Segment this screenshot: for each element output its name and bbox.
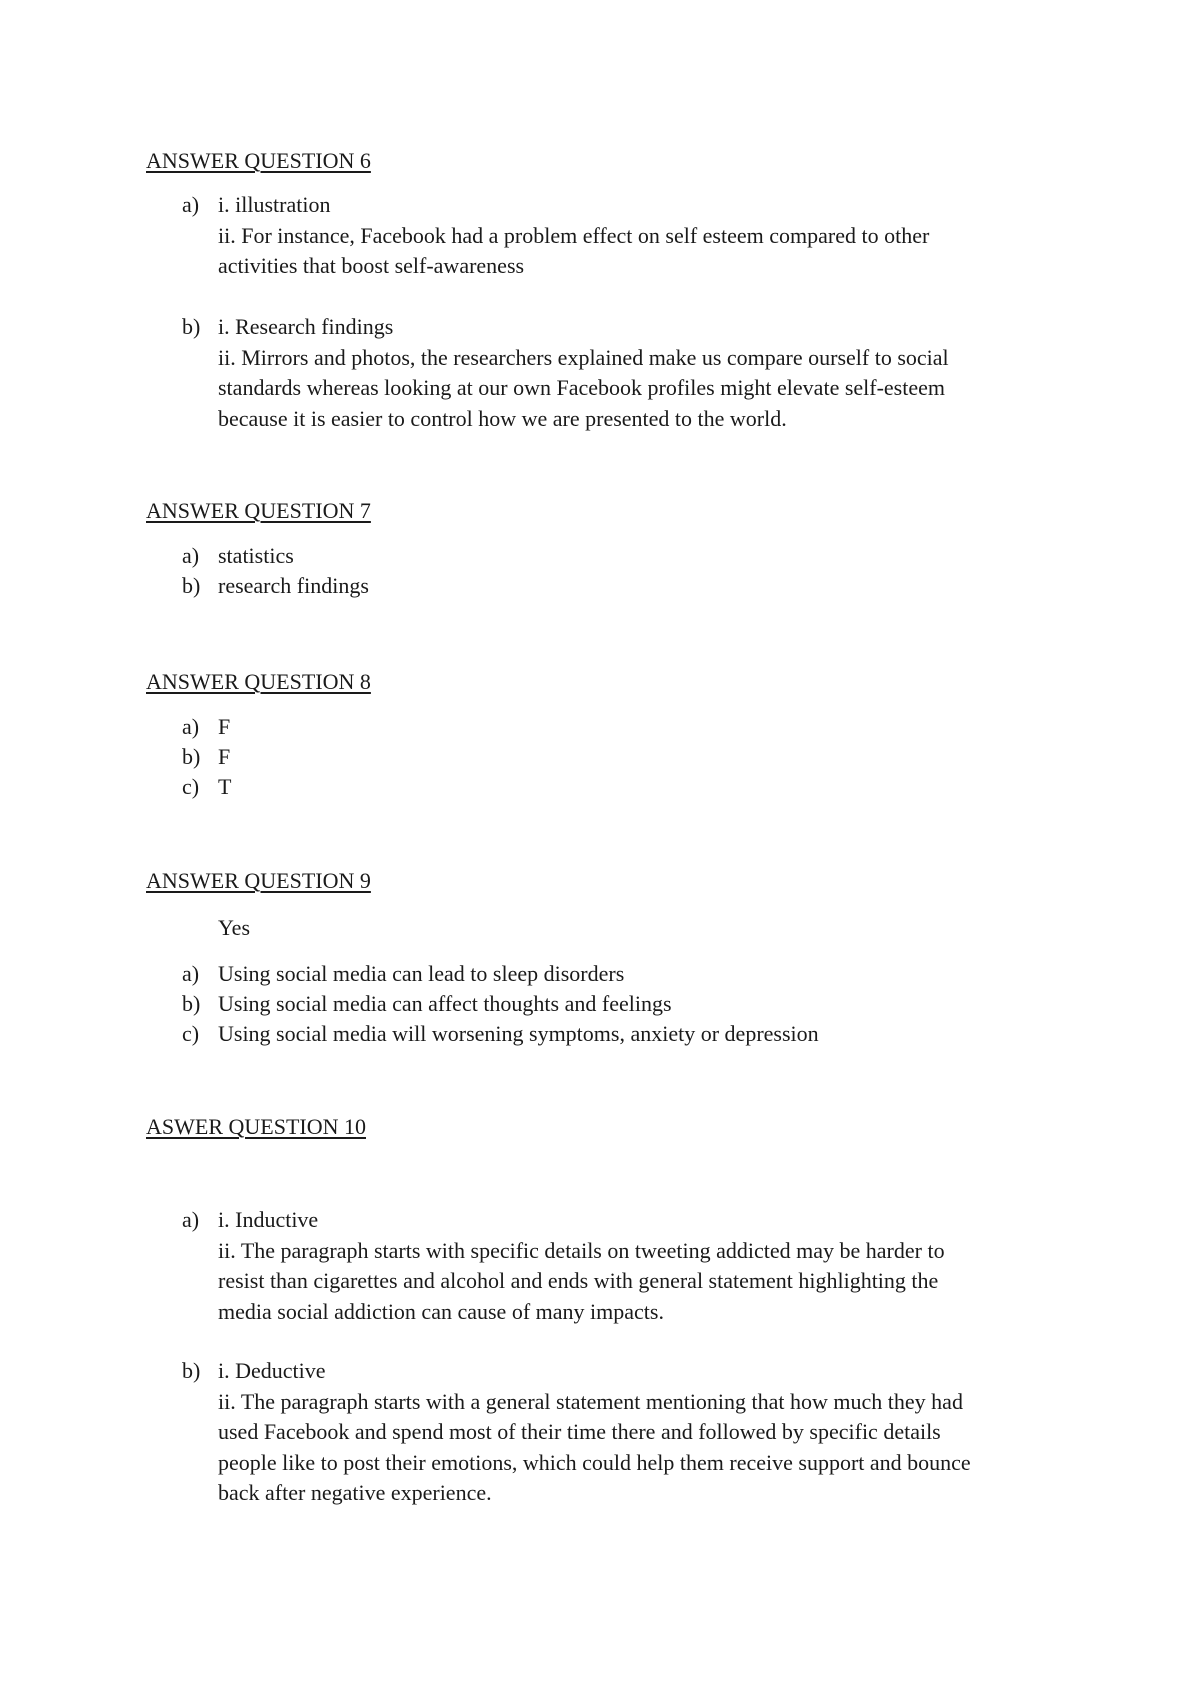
q6-a-line-1: i. illustration: [218, 192, 331, 217]
q8-c-marker: c): [182, 774, 200, 799]
q6-b-line-2: ii. Mirrors and photos, the researchers explained make us compare ourself to social: [218, 344, 949, 370]
q7-a-marker: a): [182, 543, 200, 568]
q10-b-line-2: ii. The paragraph starts with a general statement mentioning that how much they had: [218, 1388, 963, 1414]
q10-b-text: [218, 1356, 1082, 1509]
q7-b-marker: b): [182, 573, 201, 598]
q8-item-a: [182, 712, 1082, 743]
q7-item-b: [182, 571, 1082, 602]
q9-b-text: Using social media can affect thoughts and feelings: [218, 991, 672, 1016]
q6-b-line-3: standards whereas looking at our own Facebook profiles might elevate self-esteem: [218, 375, 945, 400]
q8-item-c: [182, 772, 1082, 803]
q6-b-text: [218, 312, 1082, 434]
q9-a-text: Using social media can lead to sleep disorders: [218, 961, 625, 986]
q6-b-line-4: because it is easier to control how we are presented to the world.: [218, 405, 787, 431]
heading-question-9: ANSWER QUESTION 9: [146, 868, 371, 893]
q10-b-marker: b): [182, 1358, 201, 1383]
q10-b-line-4: people like to post their emotions, which could help them receive support and bounce: [218, 1449, 971, 1475]
q9-intro: Yes: [218, 915, 251, 940]
q6-a-line-3: activities that boost self-awareness: [218, 253, 525, 278]
q8-b-marker: b): [182, 744, 201, 769]
q10-a-line-1: i. Inductive: [218, 1207, 319, 1232]
q10-b-line-5: back after negative experience.: [218, 1480, 492, 1505]
q8-a-marker: a): [182, 714, 200, 739]
heading-question-6: ANSWER QUESTION 6: [146, 148, 371, 173]
q6-a-line-2: ii. For instance, Facebook had a problem effect on self esteem compared to other: [218, 222, 930, 248]
q6-b-line-1: i. Research findings: [218, 314, 394, 339]
q6-item-a: [182, 190, 1082, 282]
q7-b-text: research findings: [218, 573, 369, 598]
q9-item-c: [182, 1019, 1082, 1050]
q6-item-b: [182, 312, 1082, 434]
heading-question-8: ANSWER QUESTION 8: [146, 669, 371, 694]
q6-b-marker: b): [182, 314, 201, 339]
q10-b-line-1: i. Deductive: [218, 1358, 326, 1383]
q8-a-text: F: [218, 714, 231, 739]
q8-item-b: [182, 742, 1082, 773]
q6-a-text: [218, 190, 1082, 282]
q10-a-line-3: resist than cigarettes and alcohol and ends with general statement highlighting the: [218, 1268, 939, 1293]
q9-c-marker: c): [182, 1021, 200, 1046]
heading-question-7: ANSWER QUESTION 7: [146, 498, 371, 523]
q8-b-text: F: [218, 744, 231, 769]
q9-b-marker: b): [182, 991, 201, 1016]
q9-item-b: [182, 989, 1082, 1020]
q7-item-a: [182, 541, 1082, 572]
q8-c-text: T: [218, 774, 232, 799]
q10-a-marker: a): [182, 1207, 200, 1232]
q10-a-line-2: ii. The paragraph starts with specific details on tweeting addicted may be harder to: [218, 1237, 945, 1263]
q10-a-text: [218, 1205, 1082, 1327]
q10-a-line-4: media social addiction can cause of many impacts.: [218, 1298, 664, 1324]
q9-item-a: [182, 959, 1082, 990]
q10-b-line-3: used Facebook and spend most of their time there and followed by specific details: [218, 1419, 941, 1444]
q10-item-a: [182, 1205, 1082, 1327]
q7-a-text: statistics: [218, 543, 294, 568]
q9-a-marker: a): [182, 961, 200, 986]
q6-a-marker: a): [182, 192, 200, 217]
q10-item-b: [182, 1356, 1082, 1509]
heading-question-10: ASWER QUESTION 10: [146, 1114, 366, 1139]
q9-c-text: Using social media will worsening symptoms, anxiety or depression: [218, 1021, 819, 1046]
